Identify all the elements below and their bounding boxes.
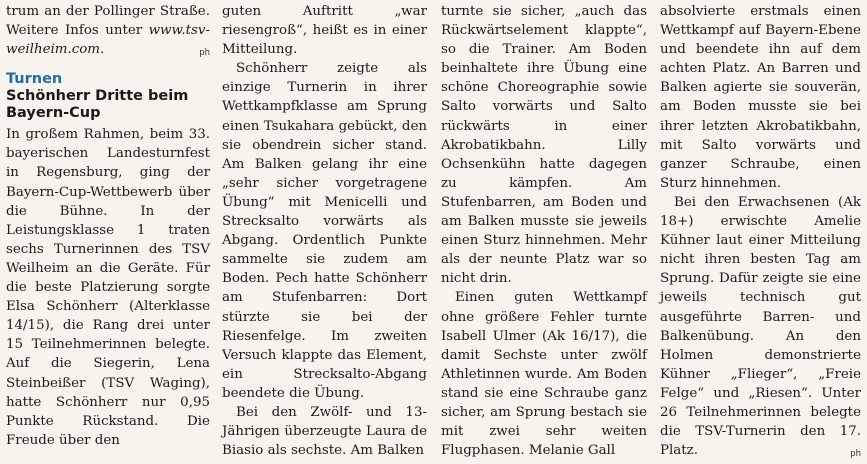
body-paragraph: absolvierte erstmals einen Wettkampf auf Bayern-Ebene und beendete ihn auf dem achten Platz. An Barren und Balken agierte sie souverän, am Boden musste sie bei ihrer letzten Akrobatikbahn, mit Salto vorwärts und ganzer Schraube, einen Sturz hinnehmen. bbox=[660, 4, 861, 191]
column-1 bbox=[6, 2, 210, 448]
intro-end: . bbox=[100, 42, 105, 58]
lead-paragraph: In großem Rahmen, beim 33. bayerischen Landesturnfest in Regensburg, ging der Bayern-Cup-Wettbewerb über die Bühne. In der Leistungsklasse 1 traten sechs Turnerinnen des TSV Weilheim an die Geräte. Für die beste Platzierung sorgte Elsa Schönherr (Alterklasse 14/15), die Rang drei unter 15 Teilnehmerinnen belegte. Auf die Siegerin, Lena Steinbeißer (TSV Waging), hatte Schönherr nur 0,95 Punkte Rückstand. Die Freude über den bbox=[6, 127, 210, 448]
article-headline: Schönherr Dritte beim Bayern-Cup bbox=[6, 88, 189, 122]
section-kicker: Turnen bbox=[6, 71, 63, 88]
body-paragraph: Schönherr zeigte als einzige Turnerin in ihrer Wettkampfklasse am Sprung einen Tsukahara gebückt, den sie obendrein sicher stand. Am Balken gelang ihr eine „sehr sicher vorgetragene Übung“ mit Menicelli und Strecksalto vorwärts als Abgang. Ordentlich Punkte sammelte sie zudem am Boden. Pech hatte Schönherr am Stufenbarren: Dort stürzte sie bei der Riesenfelge. Im zweiten Versuch klappte das Element, ein Strecksalto-Abgang beendete die Übung. bbox=[222, 61, 427, 401]
intro-text: trum an der Pollinger Straße. Weitere Infos unter bbox=[6, 4, 210, 39]
intro-paragraph bbox=[6, 2, 210, 59]
body-paragraph: Einen guten Wettkampf ohne größere Fehler turnte Isabell Ulmer (Ak 16/17), die damit Sechste unter zwölf Athletinnen wurde. Am Boden stand sie eine Schraube ganz sicher, am Sprung bestach sie mit zwei sehr weiten Flugphasen. Melanie Gall bbox=[441, 290, 647, 459]
body-paragraph: guten Auftritt „war riesengroß“, heißt es in einer Mitteilung. bbox=[222, 4, 427, 58]
body-paragraph: turnte sie sicher, „auch das Rückwärtselement klappte“, so die Trainer. Am Boden beinhaltete ihre Übung eine schöne Choreographie sowie Salto vorwärts und Salto rückwärts in einer Akrobatikbahn. Lilly Ochsenkühn hatte dagegen zu kämpfen. Am Stufenbarren, am Boden und am Balken musste sie jeweils einen Sturz hinnehmen. Mehr als der neunte Platz war so nicht drin. bbox=[441, 4, 647, 287]
author-signature: ph bbox=[850, 449, 861, 460]
column-2 bbox=[222, 2, 427, 459]
author-signature: ph bbox=[199, 48, 210, 59]
column-4 bbox=[660, 2, 861, 460]
body-paragraph bbox=[660, 193, 861, 460]
column-3 bbox=[441, 2, 647, 459]
body-paragraph: Bei den Zwölf- und 13-Jährigen überzeugte Laura de Biasio als sechste. Am Balken bbox=[222, 404, 427, 459]
website-link[interactable]: www.tsv-weilheim.com bbox=[6, 23, 210, 58]
closing-text: Bei den Erwachsenen (Ak 18+) erwischte Amelie Kühner laut einer Mitteilung nicht ihren besten Tag am Sprung. Dafür zeigte sie eine jeweils technisch gut ausgeführte Barren- und Balkenübung. An den Holmen demonstrierte Kühner „Flieger“, „Freie Felge“ und „Riesen“. Unter 26 Teilnehmerinnen belegte die TSV-Turnerin den 17. Platz. bbox=[660, 194, 861, 459]
